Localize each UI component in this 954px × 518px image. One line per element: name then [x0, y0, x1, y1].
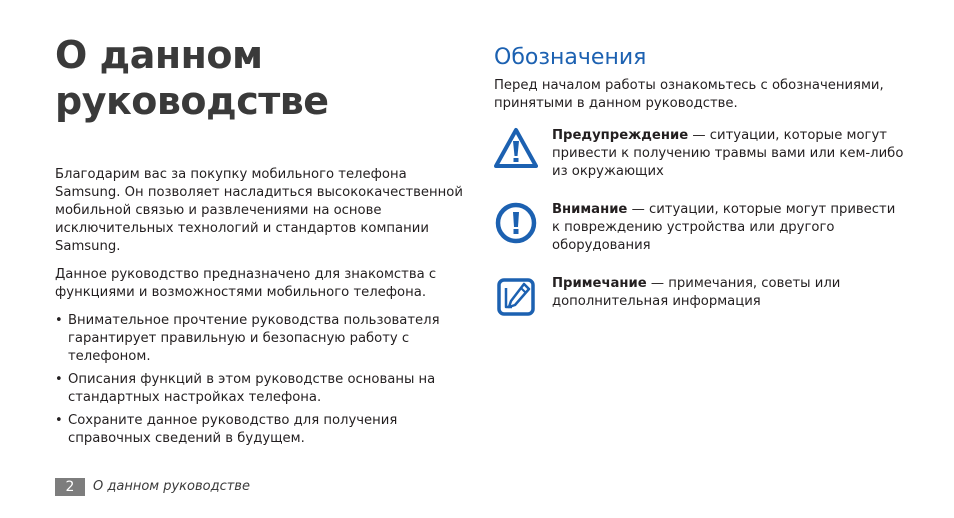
section-title: Обозначения — [494, 45, 647, 70]
legend-warning — [494, 127, 904, 181]
legend-note — [494, 275, 904, 329]
page-title-line-1: О данном — [55, 33, 263, 77]
caution-label: Внимание — [552, 202, 628, 217]
note-label: Примечание — [552, 276, 647, 291]
page-footer — [55, 476, 250, 496]
legend-caution — [494, 201, 904, 255]
caution-description: — ситуации, которые могут привести к повреждению устройства или другого оборудования — [552, 202, 896, 253]
warning-label: Предупреждение — [552, 128, 689, 143]
caution-circle-icon — [494, 201, 538, 245]
bullet-list — [55, 312, 465, 448]
intro-paragraph-2: Данное руководство предназначено для знакомства с функциями и возможностями мобильного телефона. — [55, 267, 437, 300]
warning-description: — ситуации, которые могут привести к получению травмы вами или кем-либо из окружающих — [552, 128, 904, 179]
page-title-line-2: руководстве — [55, 79, 329, 123]
note-pencil-icon — [494, 275, 538, 319]
left-column — [55, 32, 465, 453]
bullet-item: • Описания функций в этом руководстве основаны на стандартных настройках телефона. — [55, 371, 465, 407]
intro-paragraph-1: Благодарим вас за покупку мобильного телефона Samsung. Он позволяет насладиться высококачественной мобильной связью и развлечениями на основе исключительных технологий и стандартов компании Samsung. — [55, 167, 463, 254]
right-column — [494, 44, 904, 329]
page-title — [55, 32, 465, 124]
bullet-item: • Сохраните данное руководство для получения справочных сведений в будущем. — [55, 412, 465, 448]
note-description: — примечания, советы или дополнительная информация — [552, 276, 841, 309]
section-intro: Перед началом работы ознакомьтесь с обозначениями, принятыми в данном руководстве. — [494, 78, 884, 111]
bullet-item: • Внимательное прочтение руководства пользователя гарантирует правильную и безопасную работу с телефоном. — [55, 312, 465, 366]
warning-triangle-icon — [494, 127, 538, 171]
footer-section-title: О данном руководстве — [93, 479, 250, 494]
page-number: 2 — [55, 478, 85, 496]
